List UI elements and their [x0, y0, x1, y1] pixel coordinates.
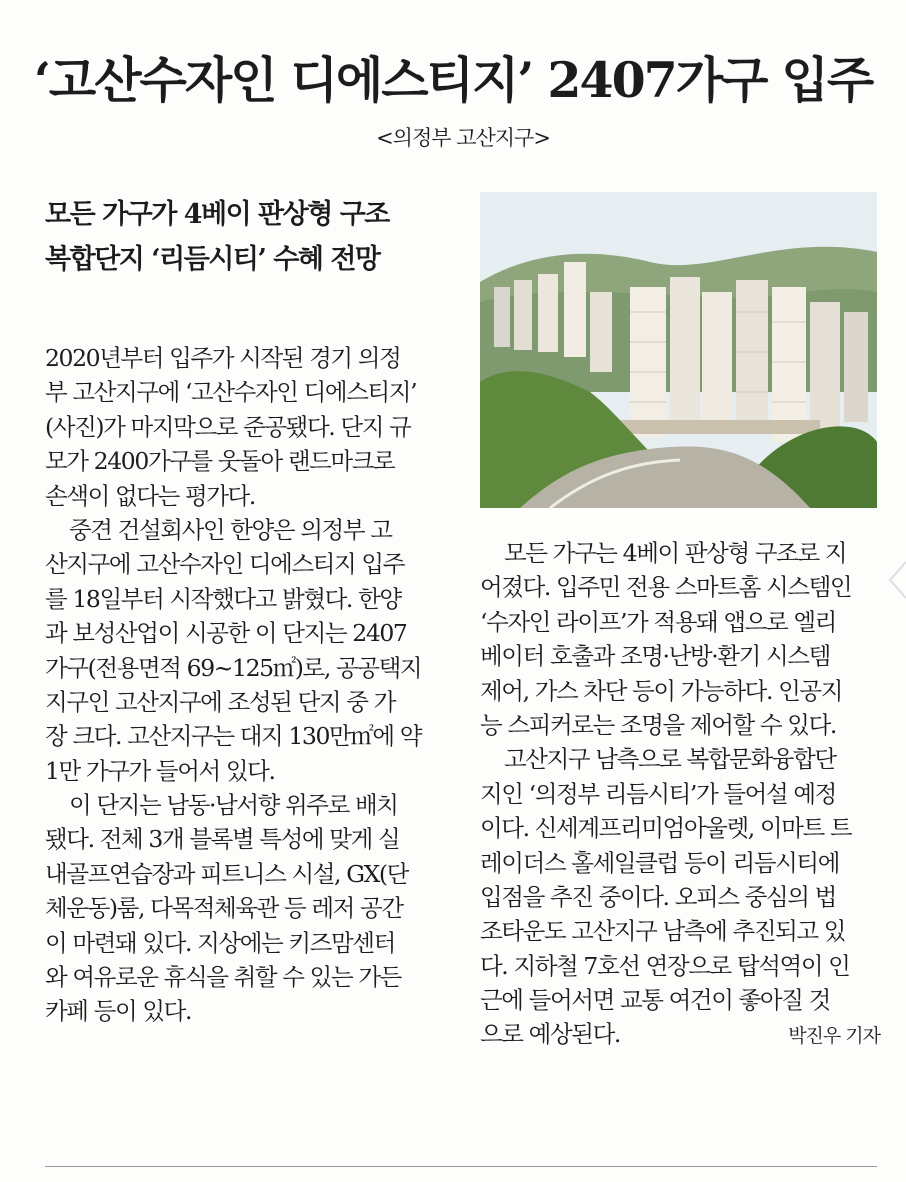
- body-text-line: 입점을 추진 중이다. 오피스 중심의 법: [480, 882, 836, 911]
- body-text-line: 어졌다. 입주민 전용 스마트홈 시스템인: [480, 573, 852, 602]
- reporter-byline: 박진우 기자: [788, 1025, 880, 1048]
- apartment-complex-illustration: [480, 192, 877, 508]
- body-text-line: 으로 예상된다.: [480, 1020, 620, 1049]
- subhead-line-2: 복합단지 ‘리듬시티’ 수혜 전망: [45, 244, 380, 275]
- apartment-complex-photo: [480, 192, 877, 508]
- body-text-line: 가구(전용면적 69~125㎡)로, 공공택지: [45, 653, 422, 682]
- body-text-line: 제어, 가스 차단 등이 가능하다. 인공지: [480, 676, 843, 705]
- body-text-line: 레이더스 홀세일클럽 등이 리듬시티에: [480, 848, 840, 877]
- body-text-line: 와 여유로운 휴식을 취할 수 있는 가든: [45, 963, 401, 992]
- closing-line-row: [480, 1017, 880, 1051]
- body-text-line: 중견 건설회사인 한양은 의정부 고: [69, 515, 392, 544]
- article-headline: ‘고산수자인 디에스티지’ 2407가구 입주: [33, 51, 873, 109]
- body-text-line: 고산지구 남측으로 복합문화융합단: [504, 745, 836, 774]
- photo-podium: [620, 420, 820, 434]
- body-text-line: 능 스피커로는 조명을 제어할 수 있다.: [480, 710, 836, 739]
- body-text-line: 모가 2400가구를 웃돌아 랜드마크로: [45, 447, 395, 476]
- bottom-rule: [45, 1166, 877, 1167]
- body-text-line: 조타운도 고산지구 남측에 추진되고 있: [480, 917, 846, 946]
- body-text-line: 장 크다. 고산지구는 대지 130만㎡에 약: [45, 722, 422, 751]
- article-subheads: [45, 192, 465, 282]
- body-text-line: 이 단지는 남동·남서향 위주로 배치: [69, 791, 398, 820]
- body-text-line: ‘수자인 라이프’가 적용돼 앱으로 엘리: [480, 607, 836, 636]
- left-column: [45, 341, 445, 1029]
- body-text-line: 내골프연습장과 피트니스 시설, GX(단: [45, 859, 408, 888]
- body-text-line: 모든 가구는 4베이 판상형 구조로 지: [504, 539, 847, 567]
- article-location: <의정부 고산지구>: [376, 126, 550, 150]
- body-text-line: 됐다. 전체 3개 블록별 특성에 맞게 실: [45, 825, 400, 854]
- body-text-line: 1만 가구가 들어서 있다.: [45, 756, 275, 785]
- body-text-line: 다. 지하철 7호선 연장으로 탑석역이 인: [480, 951, 850, 980]
- body-text-line: 카페 등이 있다.: [45, 997, 192, 1026]
- body-text-line: (사진)가 마지막으로 준공됐다. 단지 규: [45, 412, 411, 441]
- body-text-line: 체운동)룸, 다목적체육관 등 레저 공간: [45, 894, 403, 923]
- body-text-line: 부 고산지구에 ‘고산수자인 디에스티지’: [45, 378, 417, 407]
- body-text-line: 베이터 호출과 조명·난방·환기 시스템: [480, 642, 830, 671]
- body-text-line: 과 보성산업이 시공한 이 단지는 2407: [45, 619, 407, 648]
- corner-fold-mark: [882, 560, 906, 600]
- body-text-line: 산지구에 고산수자인 디에스티지 입주: [45, 550, 405, 579]
- subhead-line-1: 모든 가구가 4베이 판상형 구조: [45, 199, 389, 230]
- body-text-line: 근에 들어서면 교통 여건이 좋아질 것: [480, 986, 830, 1015]
- body-text-line: 지구인 고산지구에 조성된 단지 중 가: [45, 687, 395, 716]
- right-column: [480, 536, 880, 1052]
- body-text-line: 2020년부터 입주가 시작된 경기 의정: [45, 344, 401, 372]
- body-text-line: 이다. 신세계프리미엄아울렛, 이마트 트: [480, 814, 852, 843]
- body-text-line: 손색이 없다는 평가다.: [45, 481, 255, 510]
- body-text-line: 를 18일부터 시작했다고 밝혔다. 한양: [45, 584, 401, 613]
- body-text-line: 이 마련돼 있다. 지상에는 키즈맘센터: [45, 928, 395, 957]
- body-text-line: 지인 ‘의정부 리듬시티’가 들어설 예정: [480, 779, 836, 808]
